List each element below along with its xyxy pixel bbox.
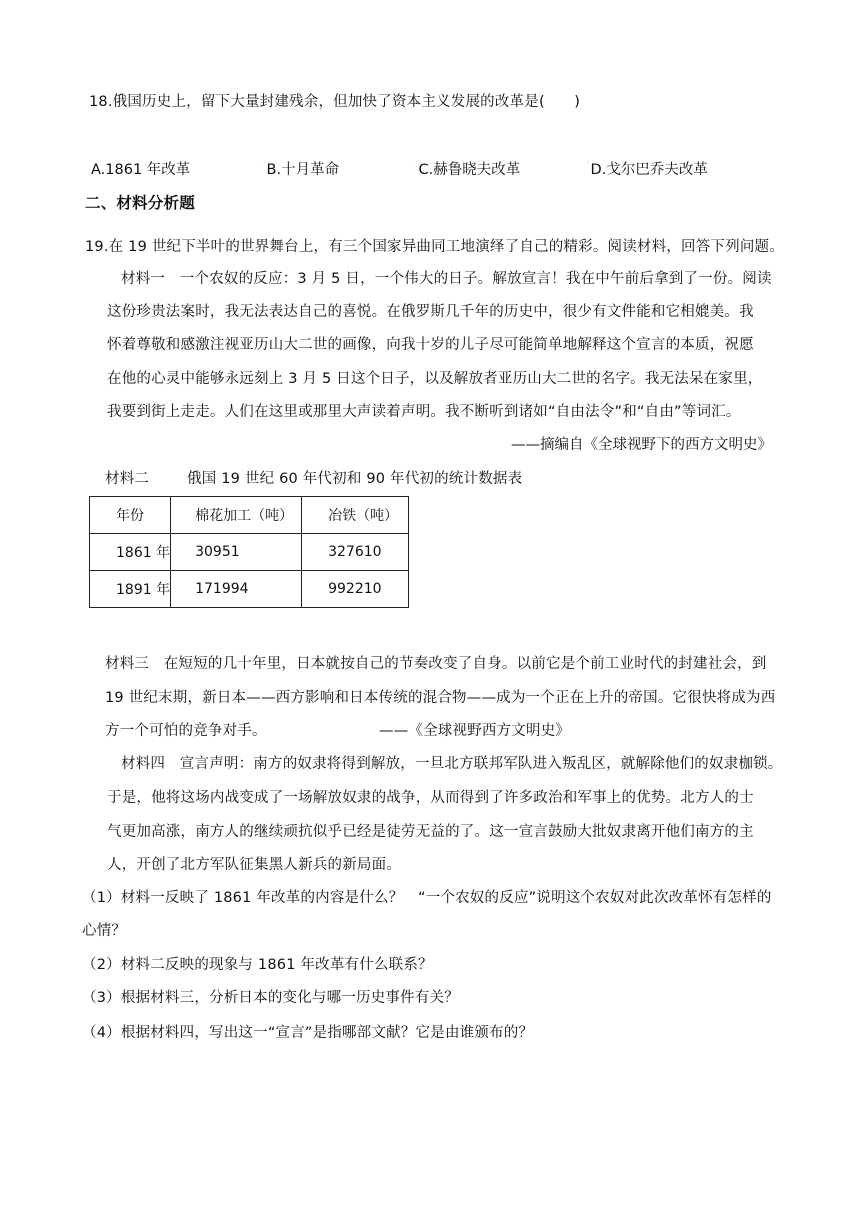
material-2-caption: 俄国 19 世纪 60 年代初和 90 年代初的统计数据表 bbox=[187, 471, 523, 487]
table-header-cell: 冶铁（吨） bbox=[302, 497, 409, 534]
material-4-line: 材料四 宣言声明：南方的奴隶将得到解放，一旦北方联邦军队进入叛乱区，就解除他们的奴隶枷锁。 bbox=[121, 756, 783, 772]
sub-question-4: （4）根据材料四，写出这一“宣言”是指哪部文献？它是由谁颁布的？ bbox=[82, 1025, 534, 1041]
material-1-line: 我要到街上走走。人们在这里或那里大声读着声明。我不断听到诸如“自由法令”和“自由”等词汇。 bbox=[107, 404, 741, 420]
table-cell: 992210 bbox=[302, 571, 409, 608]
table-cell: 1861 年 bbox=[90, 534, 171, 571]
material-3-line: 材料三 在短短的几十年里，日本就按自己的节奏改变了自身。以前它是个前工业时代的封建社会，到 bbox=[105, 656, 767, 672]
material-1-source: ——摘编自《全球视野下的西方文明史》 bbox=[511, 437, 772, 453]
material-3-line: 19 世纪末期，新日本——西方影响和日本传统的混合物——成为一个正在上升的帝国。它很快将成为西 bbox=[105, 690, 776, 706]
option-b-letter: B. bbox=[266, 162, 282, 178]
material-1-line: 这份珍贵法案时，我无法表达自己的喜悦。在俄罗斯几千年的历史中，很少有文件能和它相媲美。我 bbox=[107, 304, 754, 320]
option-marker-icon: · bbox=[263, 158, 266, 167]
option-b-text: 十月革命 bbox=[281, 162, 340, 178]
statistics-table bbox=[89, 496, 409, 608]
section-heading: 二、材料分析题 bbox=[85, 194, 195, 212]
material-2-label: 材料二 bbox=[105, 471, 150, 487]
sub-question-3: （3）根据材料三，分析日本的变化与哪一历史事件有关？ bbox=[82, 990, 459, 1006]
option-c[interactable] bbox=[415, 158, 520, 179]
material-3-line: 方一个可怕的竞争对手。 bbox=[105, 723, 267, 739]
option-b[interactable] bbox=[263, 158, 339, 179]
option-d-text: 戈尔巴乔夫改革 bbox=[606, 162, 708, 178]
option-a[interactable] bbox=[91, 158, 190, 179]
material-3-source: ——《全球视野西方文明史》 bbox=[379, 723, 571, 739]
table-cell: 171994 bbox=[171, 571, 302, 608]
material-4-line: 人，开创了北方军队征集黑人新兵的新局面。 bbox=[107, 857, 401, 873]
table-cell: 1891 年 bbox=[90, 571, 171, 608]
option-c-text: 赫鲁晓夫改革 bbox=[433, 162, 521, 178]
sub-question-1-cont: 心情？ bbox=[82, 923, 127, 939]
question-18-stem: 18.俄国历史上，留下大量封建残余，但加快了资本主义发展的改革是( ) bbox=[89, 94, 581, 110]
option-d[interactable] bbox=[587, 158, 708, 179]
option-marker-icon: · bbox=[415, 158, 418, 167]
material-1-line: 材料一 一个农奴的反应：3 月 5 日，一个伟大的日子。解放宣言！我在中午前后拿到了一份。阅读 bbox=[121, 271, 772, 287]
material-4-line: 于是，他将这场内战变成了一场解放奴隶的战争，从而得到了许多政治和军事上的优势。北方人的士 bbox=[107, 790, 754, 806]
material-1-line: 在他的心灵中能够永远刻上 3 月 5 日这个日子，以及解放者亚历山大二世的名字。我无法呆在家里， bbox=[107, 371, 763, 387]
table-row bbox=[90, 534, 409, 571]
material-4-line: 气更加高涨，南方人的继续顽抗似乎已经是徒劳无益的了。这一宣言鼓励大批奴隶离开他们南方的主 bbox=[107, 824, 754, 840]
table-header-cell: 棉花加工（吨） bbox=[171, 497, 302, 534]
table-cell: 30951 bbox=[171, 534, 302, 571]
table-header-row bbox=[90, 497, 409, 534]
sub-question-1: （1）材料一反映了 1861 年改革的内容是什么？ “一个农奴的反应”说明这个农奴对此次改革怀有怎样的 bbox=[82, 890, 772, 906]
material-1-line: 怀着尊敬和感激注视亚历山大二世的画像，向我十岁的儿子尽可能简单地解释这个宣言的本质，祝愿 bbox=[107, 337, 754, 353]
table-header-cell: 年份 bbox=[90, 497, 171, 534]
table-row bbox=[90, 571, 409, 608]
option-c-letter: C. bbox=[418, 162, 434, 178]
question-19-stem: 19.在 19 世纪下半叶的世界舞台上，有三个国家异曲同工地演绎了自己的精彩。阅读材料，回答下列问题。 bbox=[85, 239, 784, 255]
option-a-text: 1861 年改革 bbox=[105, 162, 191, 178]
option-d-letter: D. bbox=[590, 162, 607, 178]
option-a-letter: A. bbox=[91, 162, 106, 178]
table-cell: 327610 bbox=[302, 534, 409, 571]
sub-question-2: （2）材料二反映的现象与 1861 年改革有什么联系？ bbox=[82, 957, 433, 973]
option-marker-icon: · bbox=[587, 158, 590, 167]
